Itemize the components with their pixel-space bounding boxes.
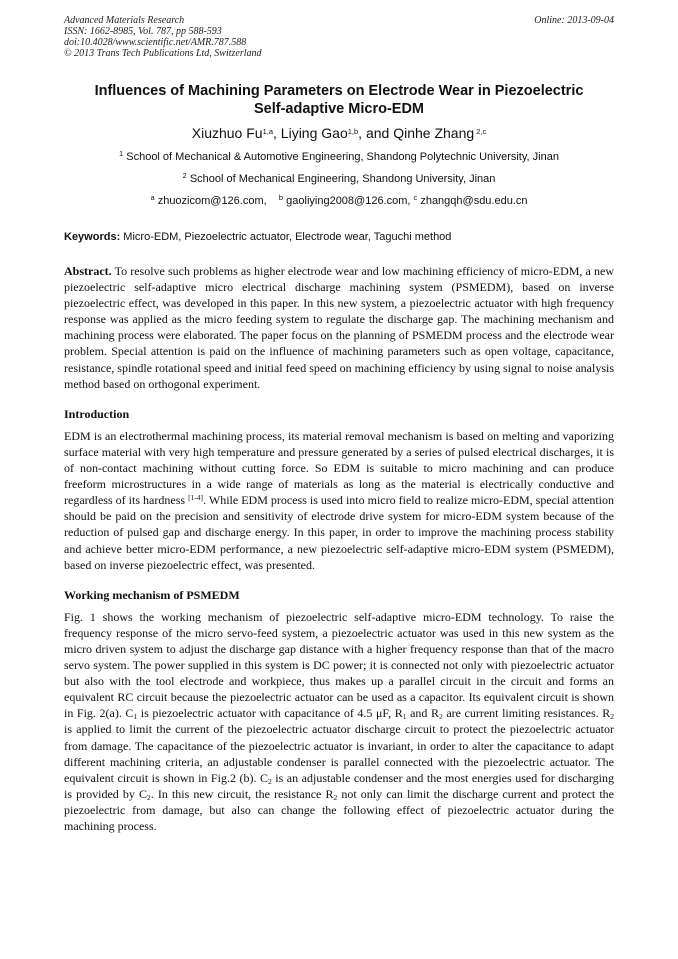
author-2: Liying Gao (280, 125, 348, 141)
subscript-r2: 2 (333, 792, 338, 802)
title-line-2: Self-adaptive Micro-EDM (254, 101, 424, 117)
author-list (54, 124, 624, 142)
introduction-text-2: . While EDM process is used into micro field to realize micro-EDM, special attention should be paid on the precision and sensitivity of electrode drive system for micro-EDM system because of the reduction of pulsed gap and discharge energy. In this paper, in order to improve the machining process stability and achieve better micro-EDM performance, a new piezoelectric self-adaptive micro-EDM system (PSMEDM), based on inverse piezoelectric effect, was presented. (64, 493, 615, 572)
author-sep-2: , and (358, 125, 394, 141)
online-date: Online: 2013-09-04 (534, 15, 614, 26)
abstract-label: Abstract. (64, 264, 112, 278)
mechanism-text-4: are current limiting resistances. R (442, 706, 611, 721)
paper-title (54, 82, 624, 118)
introduction-paragraph (64, 428, 614, 573)
section-gap (64, 392, 614, 406)
doi-line: doi:10.4028/www.scientific.net/AMR.787.588 (64, 37, 247, 48)
author-sep-1: , (273, 125, 281, 141)
subscript-c2: 2 (147, 792, 151, 802)
email-c-mark: c (413, 193, 418, 202)
copyright-line: © 2013 Trans Tech Publications Ltd, Switzerland (64, 48, 262, 59)
paper-body (64, 263, 614, 834)
author-3-affil: 2,c (474, 127, 487, 136)
mechanism-text-2: is piezoelectric actuator with capacitance of 4.5 μF, R (137, 706, 403, 721)
affiliation-2-mark: 2 (182, 171, 187, 180)
abstract-text: To resolve such problems as higher electrode wear and low machining efficiency of micro-EDM, a new piezoelectric self-adaptive micro electrical discharge machining system (PSMEDM), based on inverse piezoelectric effect, was developed in this paper. In this new system, a piezoelectric actuator with high frequency response was applied as the micro feeding system to regulate the discharge gap. The machining mechanism and machining process were elaborated. The paper focus on the planning of PSMEDM process and the electrode wear problem. Special attention is paid on the influence of machining parameters such as open voltage, capacitance, resistance, spindle rotational speed and initial feed speed on machining efficiency by using signal to noise analysis method based on orthogonal experiment. (64, 264, 614, 391)
citation-ref: [1-4] (188, 493, 204, 503)
author-2-affil: 1,b (347, 127, 359, 136)
keywords-text: Micro-EDM, Piezoelectric actuator, Electrode wear, Taguchi method (120, 231, 452, 243)
subscript-c1: 1 (133, 712, 138, 722)
email-a-mark: a (150, 193, 155, 202)
subscript-c2: 2 (268, 776, 272, 786)
section-gap (64, 573, 614, 587)
affiliation-1-text: School of Mechanical & Automotive Engineering, Shandong Polytechnic University, Jinan (123, 151, 559, 163)
journal-name: Advanced Materials Research (64, 15, 185, 26)
issn-line: ISSN: 1662-8985, Vol. 787, pp 588-593 (64, 26, 222, 37)
mechanism-text-5: is applied to limit the current of the piezoelectric actuator discharge circuit to protect the piezoelectric actuator from damage. The capacitance of the piezoelectric actuator is invariant, in order to alter the capacitance to adapt different machining criteria, an adjustable condenser is parallel connected with the piezoelectric actuator. The equivalent circuit is shown in Fig.2 (b). C (64, 722, 614, 785)
email-a: zhuozicom@126.com, (154, 195, 267, 207)
journal-header (64, 15, 262, 59)
mechanism-text-7: . In this new circuit, the resistance R (150, 786, 334, 801)
title-line-1: Influences of Machining Parameters on Electrode Wear in Piezoelectric (94, 83, 584, 99)
mechanism-text-3: and R (406, 706, 439, 721)
affiliation-1 (40, 150, 638, 164)
author-1-affil: 1,a (262, 127, 274, 136)
subscript-r2: 2 (438, 712, 443, 722)
mechanism-paragraph (64, 609, 614, 834)
mechanism-heading: Working mechanism of PSMEDM (64, 587, 240, 602)
affiliation-1-mark: 1 (119, 149, 124, 158)
mechanism-text-8: not only can limit the discharge current and protect the piezoelectric from damage, but also can change the following effect of piezoelectric actuator during the machining process. (64, 786, 614, 833)
introduction-heading: Introduction (64, 406, 130, 421)
affiliation-2 (40, 172, 638, 186)
author-1: Xiuzhuo Fu (191, 125, 263, 141)
mechanism-text-6: is an adjustable condenser and the most energies used for discharging is provided by C (64, 770, 615, 801)
author-emails (40, 194, 638, 208)
keywords (64, 230, 616, 244)
subscript-r2: 2 (610, 712, 614, 722)
email-b: gaoliying2008@126.com, (283, 195, 411, 207)
email-b-mark: b (278, 193, 284, 202)
author-3: Qinhe Zhang (393, 125, 475, 141)
affiliation-2-text: School of Mechanical Engineering, Shandong University, Jinan (186, 173, 496, 185)
subscript-r1: 1 (402, 712, 407, 722)
mechanism-text-1: Fig. 1 shows the working mechanism of piezoelectric self-adaptive micro-EDM technology. To raise the frequency response of the micro servo-feed system, a piezoelectric actuator was used in this new system as the micro driven system to adjust the discharge gap distance with a higher frequency response than that of the macro servo system. The power supplied in this system is DC power; it is connected not only with piezoelectric actuator but also with the tool electrode and workpiece, thus makes up a parallel circuit in the circuit and forms an equivalent RC circuit because the piezoelectric actuator can be used as a capacitor. Its equivalent circuit is shown in Fig. 2(a). C (64, 609, 614, 721)
abstract (64, 263, 614, 392)
email-c: zhangqh@sdu.edu.cn (417, 195, 528, 207)
introduction-text-1: EDM is an electrothermal machining process, its material removal mechanism is based on melting and vaporizing surface material with very high temperature and pressure generated by a series of pulsed electrical discharges, it is of non-contact machining without cutting force. So EDM is suitable to micro machining and can produce freeform microstructures in a wide range of materials as long as the material is electrically conductive and regardless of its hardness (64, 428, 614, 508)
keywords-label: Keywords: (64, 231, 121, 243)
